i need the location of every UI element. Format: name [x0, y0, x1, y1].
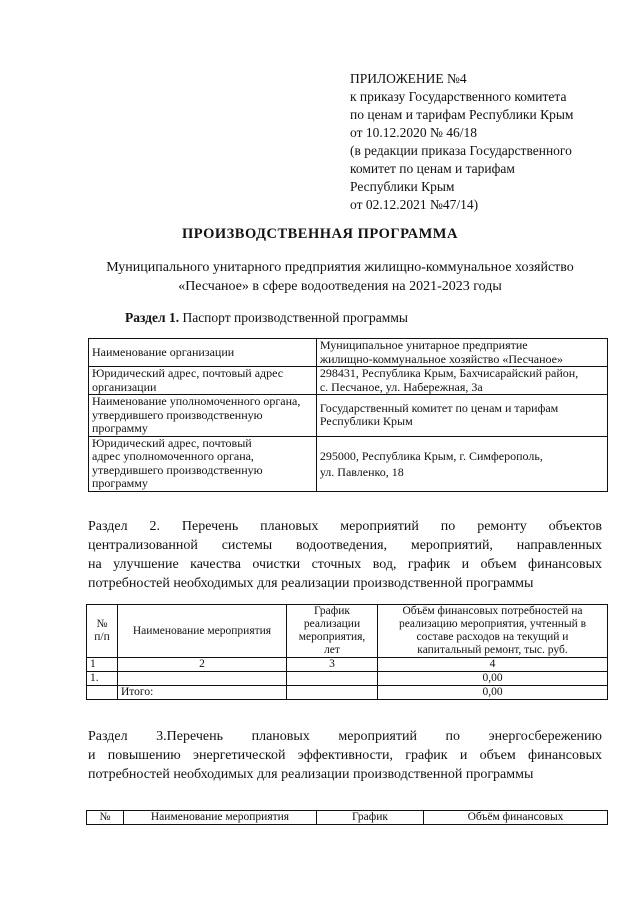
- header-name: Наименование мероприятия: [118, 605, 287, 658]
- cell-line: ул. Павленко, 18: [319, 464, 404, 479]
- cell-line: Государственный комитет по ценам и тарифам: [319, 400, 559, 415]
- table-row: [89, 395, 608, 437]
- header-num: [87, 605, 118, 658]
- appendix-header: [350, 70, 620, 214]
- table-cell: [316, 436, 607, 491]
- repair-measures-table: [86, 604, 608, 700]
- paragraph-line: Раздел 3.Перечень плановых мероприятий по энергосбережению: [88, 729, 602, 744]
- cell-line: №: [96, 618, 108, 630]
- cell-line: лет: [324, 644, 340, 656]
- paragraph-line: потребностей необходимых для реализации производственной программы: [88, 767, 534, 782]
- subtitle-line: «Песчаное» в сфере водоотведения на 2021-2023 годы: [178, 279, 502, 294]
- cell-line: реализацию мероприятия, учтенный в: [398, 618, 587, 630]
- paragraph-line: и повышению энергетической эффективности, график и объем финансовых: [88, 748, 602, 763]
- table-cell: [287, 672, 378, 686]
- cell-line: Муниципальное унитарное предприятие: [319, 338, 528, 352]
- cell-line: жилищно-коммунальное хозяйство «Песчаное»: [319, 351, 564, 366]
- table-cell: 1.: [87, 672, 118, 686]
- table-cell: [316, 395, 607, 437]
- cell-line: составе расходов на текущий и: [416, 631, 569, 643]
- appendix-line: по ценам и тарифам Республики Крым: [350, 107, 574, 122]
- paragraph-line: централизованной системы водоотведения, мероприятий, направленных: [88, 538, 602, 553]
- cell-line: организации: [92, 379, 157, 394]
- table-cell: 3: [287, 658, 378, 672]
- subtitle-line: Муниципального унитарного предприятия жилищно-коммунальное хозяйство: [106, 260, 574, 275]
- cell-line: утвердившего производственную: [92, 407, 263, 422]
- table-cell: 0,00: [378, 672, 608, 686]
- appendix-line: от 10.12.2020 № 46/18: [350, 125, 477, 140]
- cell-line: программу: [92, 476, 148, 490]
- table-cell: [89, 436, 317, 491]
- header-volume: [378, 605, 608, 658]
- appendix-line: от 02.12.2021 №47/14): [350, 197, 479, 212]
- cell-line: капитальный ремонт, тыс. руб.: [417, 644, 568, 656]
- table-cell: [89, 339, 317, 367]
- section1-text: Паспорт производственной программы: [179, 310, 408, 325]
- table-cell: [118, 672, 287, 686]
- total-label: Итого:: [118, 686, 287, 700]
- table-cell: [316, 339, 607, 367]
- cell-line: программу: [92, 421, 148, 435]
- table-cell: [89, 395, 317, 437]
- cell-line: адрес уполномоченного органа,: [92, 449, 254, 463]
- table-header-row: [87, 811, 608, 825]
- section1-heading: [125, 310, 408, 326]
- paragraph-line: потребностей необходимых для реализации производственной программы: [88, 576, 534, 591]
- cell-line: Юридический адрес, почтовый: [92, 435, 252, 450]
- cell-line: Юридический адрес, почтовый адрес: [92, 366, 284, 380]
- appendix-line: Республики Крым: [350, 179, 455, 194]
- table-row: [89, 436, 608, 491]
- header-volume: Объём финансовых: [424, 811, 608, 825]
- cell-line: Объём финансовых потребностей на: [402, 605, 583, 617]
- table-index-row: [87, 658, 608, 672]
- table-cell: [316, 367, 607, 395]
- table-cell: 2: [118, 658, 287, 672]
- header-schedule: График: [317, 811, 424, 825]
- document-subtitle: [60, 258, 620, 296]
- passport-table: [88, 338, 608, 492]
- appendix-line: комитет по ценам и тарифам: [350, 161, 515, 176]
- document-title: ПРОИЗВОДСТВЕННАЯ ПРОГРАММА: [182, 226, 458, 242]
- table-cell: [87, 686, 118, 700]
- header-schedule: [287, 605, 378, 658]
- cell-line: с. Песчаное, ул. Набережная, 3а: [319, 379, 483, 394]
- table-cell: [287, 686, 378, 700]
- table-total-row: [87, 686, 608, 700]
- section1-label: Раздел 1.: [125, 310, 180, 325]
- cell-line: мероприятия,: [298, 631, 366, 643]
- appendix-line: (в редакции приказа Государственного: [350, 143, 572, 158]
- header-num: №: [87, 811, 124, 825]
- cell-line: 295000, Республика Крым, г. Симферополь,: [319, 448, 543, 463]
- table-cell: [89, 367, 317, 395]
- cell-line: реализации: [303, 618, 361, 630]
- header-name: Наименование мероприятия: [124, 811, 317, 825]
- section3-heading: [88, 727, 602, 784]
- table-row: [87, 672, 608, 686]
- paragraph-line: на улучшение качества очистки сточных вод, график и объем финансовых: [88, 557, 602, 572]
- table-row: [89, 339, 608, 367]
- cell-line: Наименование уполномоченного органа,: [92, 394, 301, 408]
- section2-heading: [88, 517, 602, 593]
- table-header-row: [87, 605, 608, 658]
- appendix-line: к приказу Государственного комитета: [350, 89, 567, 104]
- cell-line: График: [314, 605, 350, 617]
- appendix-line: ПРИЛОЖЕНИЕ №4: [350, 71, 467, 86]
- table-cell: 1: [87, 658, 118, 672]
- cell-line: утвердившего производственную: [92, 462, 263, 477]
- total-value: 0,00: [378, 686, 608, 700]
- paragraph-line: Раздел 2. Перечень плановых мероприятий по ремонту объектов: [88, 519, 602, 534]
- cell-line: Республики Крым: [319, 414, 413, 429]
- table-cell: 4: [378, 658, 608, 672]
- cell-line: 298431, Республика Крым, Бахчисарайский район,: [319, 366, 579, 380]
- energy-measures-table: [86, 810, 608, 825]
- cell-line: п/п: [94, 631, 110, 643]
- cell-line: Наименование организации: [92, 344, 235, 359]
- table-row: [89, 367, 608, 395]
